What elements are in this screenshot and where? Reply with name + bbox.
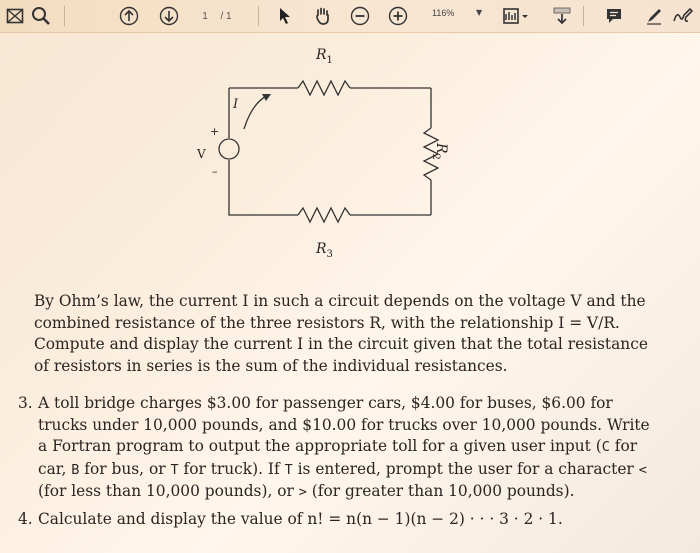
page-up-icon[interactable] [118,5,140,27]
comment-icon[interactable] [604,5,624,27]
label-plus: + [210,125,220,138]
current-arrow [244,95,268,129]
zoom-level[interactable]: 116% [432,8,455,18]
page-total: / 1 [220,10,232,22]
zoom-out-icon[interactable] [349,5,371,27]
wire-bottom-left [229,160,298,215]
page-current: 1 [202,10,208,22]
item-text: Calculate and display the value of n! = n(n − 1)(n − 2) · · · 3 · 2 · 1. [38,510,563,528]
item-text: A toll bridge charges $3.00 for passenger cars, $4.00 for buses, $6.00 for trucks under 10,000 pounds, and $10.00 for trucks over 10,000 pounds. Write a Fortran program to output the appropriate toll for a given user input (C for car, B for bus, or T for truck). If T is entered, prompt the user for a character < (for less than 10,000 pounds), or > (for greater than 10,000 pounds). [38,394,650,500]
page-down-icon[interactable] [158,5,180,27]
search-icon[interactable] [30,5,52,27]
chevron-down-icon[interactable]: ▼ [476,8,483,17]
item-number: 4. [18,510,33,528]
page-fit-icon[interactable] [500,5,530,27]
hand-icon[interactable] [312,5,334,27]
label-minus: – [212,165,218,178]
page-number-field[interactable] [198,5,212,27]
resistor-r3 [298,208,350,222]
close-doc-icon[interactable] [4,5,26,27]
pointer-icon[interactable] [276,5,294,27]
pdf-toolbar [0,0,700,33]
document-page [0,33,700,553]
label-r2: $R_2$ [430,143,449,160]
download-icon[interactable] [551,5,573,27]
pen-icon[interactable] [644,5,664,27]
label-current: I [233,97,239,112]
voltage-source [219,139,239,159]
label-r3: $R_3$ [316,241,333,260]
label-voltage: V [197,147,206,161]
circuit-diagram [0,33,700,283]
problem-paragraph: By Ohm’s law, the current I in such a circuit depends on the voltage V and the combined resistance of the three resistors R, with the relationship I = V/R. Compute and display the current I in the circuit given that the total resistance of resistors in series is the sum of the individual resistances. [34,292,648,375]
zoom-in-icon[interactable] [387,5,409,27]
label-r1: $R_1$ [316,47,333,66]
sign-icon[interactable] [672,5,696,27]
list-item-4 [18,509,658,531]
item-number: 3. [18,394,33,412]
resistor-r1 [298,81,350,95]
list-item-3 [18,393,658,504]
